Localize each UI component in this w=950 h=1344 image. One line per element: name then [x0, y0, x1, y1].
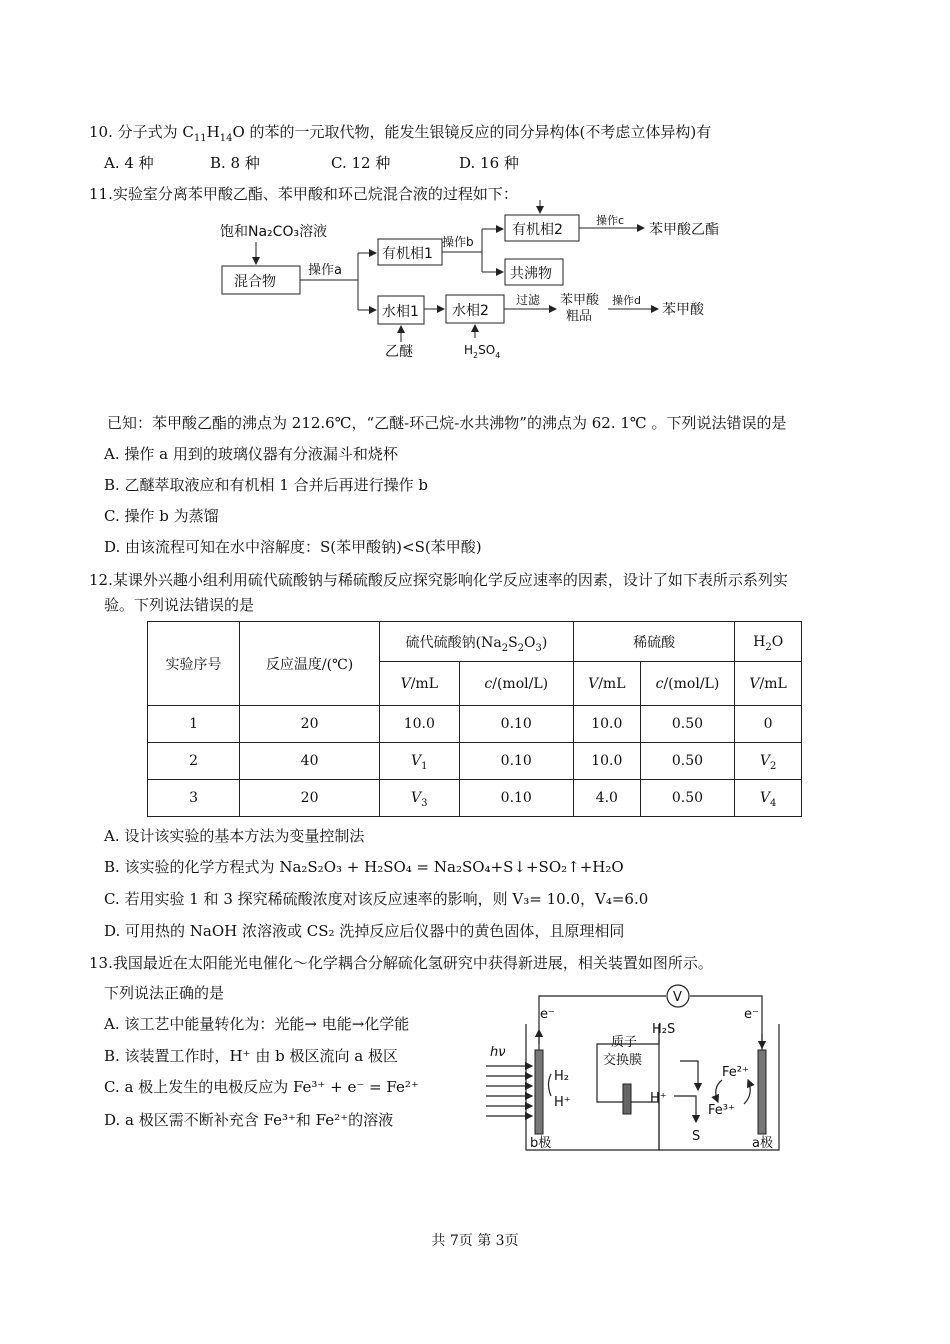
q11-stem: 11.实验室分离苯甲酸乙酯、苯甲酸和环己烷混合液的过程如下：: [89, 185, 518, 203]
b-electrode: [535, 1050, 543, 1134]
th-c1: c/(mol/L): [459, 662, 573, 706]
q13-stem-1: 13.我国最近在太阳能光电催化～化学耦合分解硫化氢研究中获得新进展，相关装置如图所示。: [89, 954, 713, 972]
q11-option-a: A. 操作 a 用到的玻璃仪器有分液漏斗和烧杯: [104, 445, 398, 463]
flow-ester: 苯甲酸乙酯: [649, 222, 719, 238]
e-right: e⁻: [744, 1007, 759, 1022]
table-row: 3 20 $V_3$ 0.10 4.0 0.50 $V_4$: [148, 780, 802, 817]
q12-option-d: D. 可用热的 NaOH 浓溶液或 CS₂ 洗掉反应后仪器中的黄色固体，且原理相同: [104, 922, 625, 940]
flow-mixture: 混合物: [234, 274, 276, 290]
page-footer: 共 7页 第 3页: [431, 1233, 519, 1249]
q10-stem-a: 10. 分子式为 C: [89, 123, 194, 141]
flow-org2: 有机相2: [512, 222, 563, 238]
hplus-left: H⁺: [554, 1095, 571, 1110]
table-row: 1 20 10.0 0.10 10.0 0.50 0: [148, 706, 802, 743]
membrane-label-2: 交换膜: [603, 1053, 643, 1068]
q10-sub2: 14: [219, 133, 233, 144]
th-c2: c/(mol/L): [640, 662, 735, 706]
q11-known: 已知：苯甲酸乙酯的沸点为 212.6℃，“乙醚-环己烷-水共沸物”的沸点为 62. 1℃ 。下列说法错误的是: [107, 414, 787, 432]
q10-sub1: 11: [193, 133, 207, 144]
th-v1: V/mL: [380, 662, 460, 706]
q10-option-d: D. 16 种: [459, 154, 519, 172]
th-temp: 反应温度/(℃): [240, 622, 380, 706]
flow-op-a: 操作a: [308, 263, 342, 278]
fe3-label: Fe³⁺: [708, 1103, 735, 1118]
q10-option-a: A. 4 种: [104, 154, 154, 172]
s-label: S: [692, 1129, 701, 1144]
th-acid: 稀硫酸: [573, 622, 734, 662]
flow-aq1: 水相1: [382, 304, 419, 320]
hplus-mid: H⁺: [650, 1091, 667, 1106]
q12-option-c: C. 若用实验 1 和 3 探究稀硫酸浓度对该反应速率的影响，则 V₃= 10.0，V₄=6.0: [104, 890, 649, 908]
q12-stem-2: 验。下列说法错误的是: [104, 596, 255, 614]
flow-reagent: 饱和Na₂CO₃溶液: [220, 224, 328, 240]
q11-option-d: D. 由该流程可知在水中溶解度：S(苯甲酸钠)<S(苯甲酸): [104, 538, 482, 556]
th-thio: 硫代硫酸钠$(Na_2S_2O_3)$: [380, 622, 574, 662]
q11-option-b: B. 乙醚萃取液应和有机相 1 合并后再进行操作 b: [104, 476, 429, 494]
q13-option-c: C. a 极上发生的电极反应为 Fe³⁺ + e⁻ = Fe²⁺: [104, 1078, 419, 1096]
a-pole-label: a极: [752, 1136, 773, 1151]
flow-org1: 有机相1: [382, 246, 433, 262]
fe2-label: Fe²⁺: [722, 1065, 749, 1080]
th-water: $H_2O$: [735, 622, 802, 662]
flow-acid: 苯甲酸: [662, 302, 704, 318]
table-row: 2 40 $V_1$ 0.10 10.0 0.50 $V_2$: [148, 743, 802, 780]
q12-table: [147, 621, 802, 817]
hv-label: hν: [490, 1045, 506, 1060]
flow-crude-1: 苯甲酸: [560, 293, 600, 308]
a-electrode: [758, 1050, 766, 1134]
e-left: e⁻: [540, 1007, 555, 1022]
q13-option-b: B. 该装置工作时，H⁺ 由 b 极区流向 a 极区: [104, 1047, 398, 1065]
q10-stem-c: O 的苯的一元取代物，能发生银镜反应的同分异构体(不考虑立体异构)有: [232, 123, 712, 141]
q12-option-b: B. 该实验的化学方程式为 Na₂S₂O₃ + H₂SO₄ = Na₂SO₄+S↓+SO₂↑+H₂O: [104, 858, 624, 876]
q13-electrolysis-device: [476, 984, 796, 1154]
flow-azeo: 共沸物: [510, 266, 552, 282]
flow-op-c: 操作c: [596, 214, 625, 227]
th-index: 实验序号: [148, 622, 240, 706]
flow-ether: 乙醚: [385, 344, 413, 360]
h2s-label: H₂S: [652, 1022, 676, 1037]
q10-stem-b: H: [206, 123, 220, 141]
q10-option-c: C. 12 种: [331, 154, 391, 172]
flow-aq2: 水相2: [452, 303, 489, 319]
flow-filter: 过滤: [516, 293, 541, 307]
q11-option-c: C. 操作 b 为蒸馏: [104, 507, 219, 525]
b-pole-label: b极: [530, 1136, 552, 1151]
q12-stem-1: 12.某课外兴趣小组利用硫代硫酸钠与稀硫酸反应探究影响化学反应速率的因素，设计了如下表所示系列实: [89, 571, 788, 589]
flow-op-d: 操作d: [612, 294, 641, 307]
q10-stem: [89, 122, 711, 142]
proton-membrane: [623, 1084, 631, 1114]
flow-h2so4: $H_2SO_4$: [464, 343, 501, 360]
q10-option-b: B. 8 种: [210, 154, 260, 172]
flow-op-b: 操作b: [442, 235, 474, 249]
flow-crude-2: 粗品: [566, 309, 593, 324]
q13-option-d: D. a 极区需不断补充含 Fe³⁺和 Fe²⁺的溶液: [104, 1111, 394, 1129]
membrane-label-1: 质子: [611, 1035, 638, 1050]
th-v2: V/mL: [573, 662, 640, 706]
q11-flowchart: [210, 196, 730, 366]
th-vw: V/mL: [735, 662, 802, 706]
q13-option-a: A. 该工艺中能量转化为：光能→ 电能→化学能: [104, 1015, 410, 1033]
voltmeter-label: V: [673, 990, 682, 1005]
q12-option-a: A. 设计该实验的基本方法为变量控制法: [104, 827, 365, 845]
h2-label: H₂: [554, 1069, 569, 1084]
q13-stem-2: 下列说法正确的是: [104, 984, 225, 1002]
